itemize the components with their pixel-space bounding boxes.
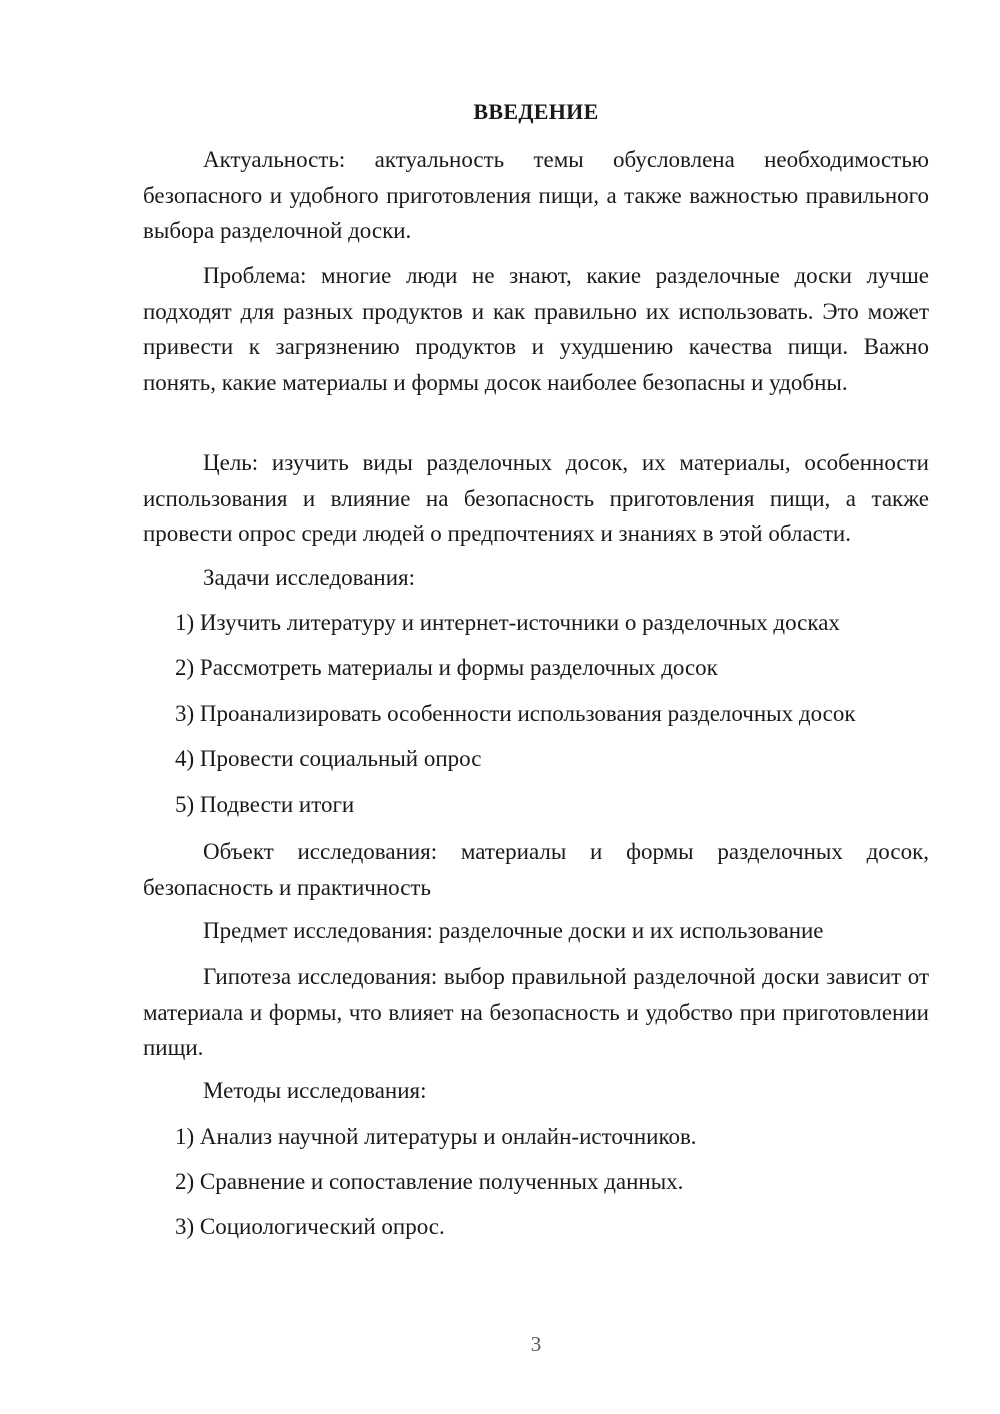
list-item-method: 3) Социологический опрос. <box>175 1214 445 1239</box>
paragraph-problem <box>143 258 929 400</box>
paragraph-relevance <box>143 142 929 249</box>
paragraph-text: Цель: изучить виды разделочных досок, их материалы, особенности использования и влияние на безопасность приготовления пищи, а также провести опрос среди людей о предпочтениях и знаниях в этой области. <box>143 450 929 546</box>
page-title: ВВЕДЕНИЕ <box>473 99 599 124</box>
paragraph-text: Гипотеза исследования: выбор правильной разделочной доски зависит от материала и формы, что влияет на безопасность и удобство при приготовлении пищи. <box>143 964 929 1060</box>
list-item-task: 4) Провести социальный опрос <box>175 746 482 771</box>
list-item-task: 5) Подвести итоги <box>175 792 355 817</box>
paragraph-goal <box>143 445 929 552</box>
paragraph-text: Объект исследования: материалы и формы разделочных досок, безопасность и практичность <box>143 839 929 900</box>
paragraph-text: Актуальность: актуальность темы обусловлена необходимостью безопасного и удобного приготовления пищи, а также важностью правильного выбора разделочной доски. <box>143 147 929 243</box>
paragraph-text: Проблема: многие люди не знают, какие разделочные доски лучше подходят для разных продуктов и как правильно их использовать. Это может привести к загрязнению продуктов и ухудшению качества пищи. Важно понять, какие материалы и формы досок наиболее безопасны и удобны. <box>143 263 929 395</box>
list-item-method: 1) Анализ научной литературы и онлайн-источников. <box>175 1124 697 1149</box>
list-item-task: 3) Проанализировать особенности использования разделочных досок <box>175 701 856 726</box>
tasks-heading: Задачи исследования: <box>203 565 416 590</box>
paragraph-hypothesis <box>143 959 929 1066</box>
page-number: 3 <box>530 1332 542 1356</box>
subject-line: Предмет исследования: разделочные доски и их использование <box>203 918 824 943</box>
methods-heading: Методы исследования: <box>203 1078 427 1103</box>
list-item-task: 2) Рассмотреть материалы и формы разделочных досок <box>175 655 718 680</box>
paragraph-object <box>143 834 929 905</box>
list-item-task: 1) Изучить литературу и интернет-источники о разделочных досках <box>175 610 840 635</box>
list-item-method: 2) Сравнение и сопоставление полученных данных. <box>175 1169 684 1194</box>
